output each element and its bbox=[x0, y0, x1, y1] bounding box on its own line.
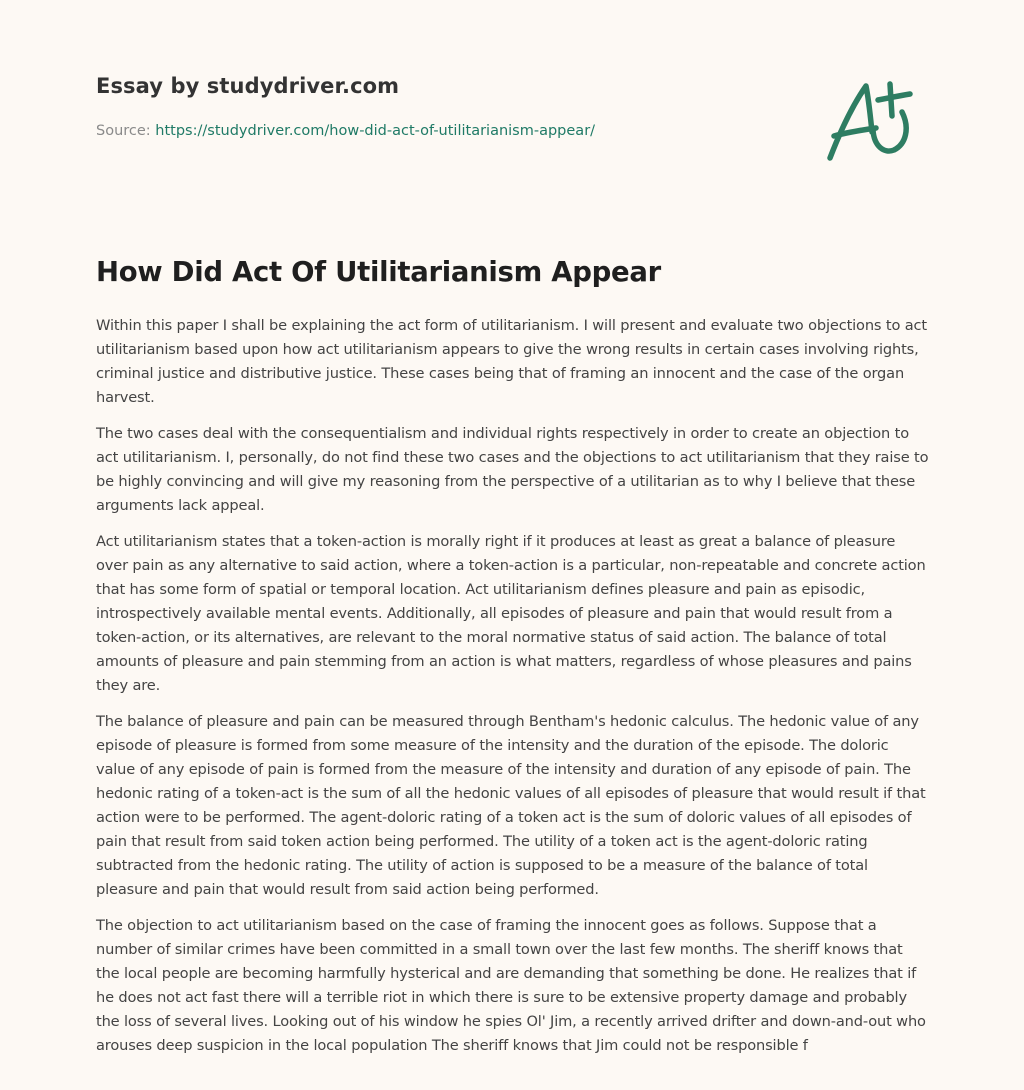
source-line bbox=[96, 123, 595, 139]
page-header bbox=[96, 0, 936, 200]
essay-paragraph: The balance of pleasure and pain can be measured through Bentham's hedonic calculus. The hedonic value of any episode of pleasure is formed from some measure of the intensity and the duration of the episode. The doloric value of any episode of pain is formed from the measure of the intensity and duration of any episode of pain. The hedonic rating of a token-act is the sum of all the hedonic values of all episodes of pleasure that would result if that action were to be performed. The agent-doloric rating of a token act is the sum of doloric values of all episodes of pain that result from said token action being performed. The utility of a token act is the agent-doloric rating subtracted from the hedonic rating. The utility of action is supposed to be a measure of the balance of total pleasure and pain that would result from said action being performed. bbox=[96, 713, 926, 898]
essay-paragraph: Within this paper I shall be explaining the act form of utilitarianism. I will present and evaluate two objections to act utilitarianism based upon how act utilitarianism appears to give the wrong results in certain cases involving rights, criminal justice and distributive justice. These cases being that of framing an innocent and the case of the organ harvest. bbox=[96, 317, 927, 406]
source-label: Source: bbox=[96, 123, 151, 139]
essay-body bbox=[96, 314, 930, 1070]
source-link[interactable]: https://studydriver.com/how-did-act-of-utilitarianism-appear/ bbox=[155, 123, 596, 139]
essay-paragraph: The objection to act utilitarianism based on the case of framing the innocent goes as follows. Suppose that a number of similar crimes have been committed in a small town over the last few months. The sheriff knows that the local people are becoming harmfully hysterical and are demanding that something be done. He realizes that if he does not act fast there will a terrible riot in which there is sure to be extensive property damage and probably the loss of several lives. Looking out of his window he spies Ol' Jim, a recently arrived drifter and down-and-out who arouses deep suspicion in the local population The sheriff knows that Jim could not be responsible f bbox=[96, 917, 926, 1054]
a-plus-grade-icon bbox=[818, 62, 928, 172]
essay-title: How Did Act Of Utilitarianism Appear bbox=[96, 256, 661, 288]
essay-paragraph: Act utilitarianism states that a token-action is morally right if it produces at least as great a balance of pleasure over pain as any alternative to said action, where a token-action is a particular, non-repeatable and concrete action that has some form of spatial or temporal location. Act utilitarianism defines pleasure and pain as episodic, introspectively available mental events. Additionally, all episodes of pleasure and pain that would result from a token-action, or its alternatives, are relevant to the moral normative status of said action. The balance of total amounts of pleasure and pain stemming from an action is what matters, regardless of whose pleasures and pains they are. bbox=[96, 533, 926, 694]
site-title: Essay by studydriver.com bbox=[96, 74, 400, 98]
essay-paragraph: The two cases deal with the consequentialism and individual rights respectively in order to create an objection to act utilitarianism. I, personally, do not find these two cases and the objections to act utilitarianism that they raise to be highly convincing and will give my reasoning from the perspective of a utilitarian as to why I believe that these arguments lack appeal. bbox=[96, 425, 929, 514]
